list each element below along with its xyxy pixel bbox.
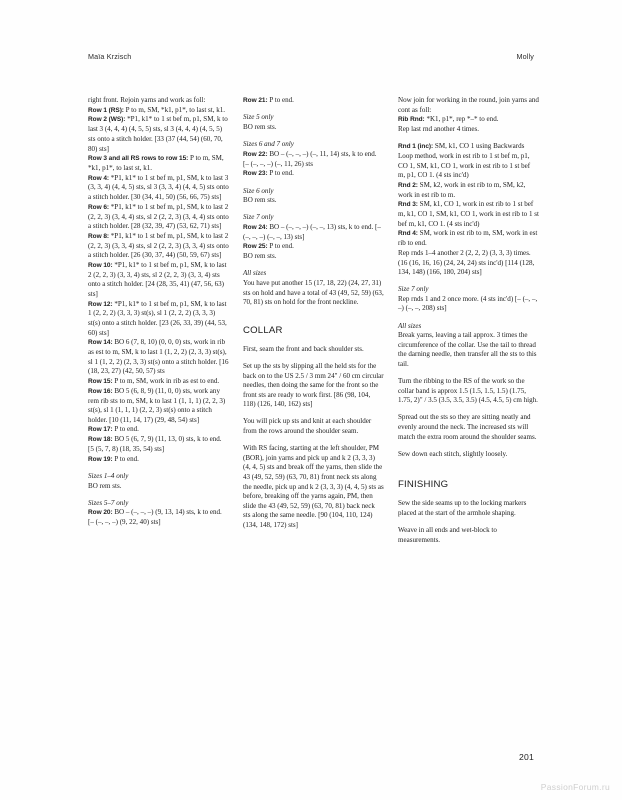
body-paragraph: Rep last rnd another 4 times.	[398, 125, 480, 134]
size-qualifier	[398, 285, 539, 295]
instruction-row	[88, 377, 229, 387]
instruction-row-label: Row 8:	[88, 232, 110, 240]
size-qualifier-text: All sizes	[243, 269, 267, 278]
instruction-row	[398, 181, 539, 200]
instruction-row	[398, 142, 539, 181]
body-paragraph: Now join for working in the round, join yarns and cont as foll:	[398, 96, 539, 114]
instruction-row-text: *P1, k1* to 1 st bef m, p1, SM, k to last 2 (2, 2, 3) (3, 3, 4) sts, sl 2 (2, 2, 3) (3, 3, 4) sts onto a stitch holder. [26 (30, 37, 44) (50, 59, 67) sts]	[88, 231, 229, 260]
instruction-row-label: Row 17:	[88, 426, 113, 434]
instruction-row-text: BO 5 (6, 7, 9) (11, 13, 0) sts, k to end. [5 (5, 7, 8) (18, 35, 54) sts]	[88, 435, 222, 454]
body-paragraph: BO rem sts.	[88, 481, 122, 490]
instruction-row-text: *P1, k1* to 1 st bef m, p1, SM, k to last 3 (4, 4, 4) (4, 5, 5) sts, sl 3 (4, 4, 4) (4, 5, 5) sts onto a stitch holder. [33 (37 (44, 54) (60, 70, 80) sts]	[88, 115, 228, 153]
instruction-row	[88, 115, 229, 154]
instruction-row	[243, 223, 384, 242]
size-qualifier-text: Size 7 only	[243, 213, 274, 222]
body-paragraph: right front. Rejoin yarns and work as foll:	[88, 96, 206, 104]
instruction-row	[88, 232, 229, 261]
instruction-row-text: BO – (–, –, –) (–, –, 13) sts, k to end. [– (–, –, –) (–, –, 13) sts]	[243, 222, 381, 241]
instruction-row-label: Row 18:	[88, 436, 113, 444]
instruction-row-text: P to end.	[267, 242, 294, 251]
instruction-row-label: Row 10:	[88, 261, 113, 269]
instruction-row	[398, 229, 539, 248]
instruction-row-label: Row 24:	[243, 223, 268, 231]
instruction-row-label: Row 6:	[88, 203, 110, 211]
instruction-row	[88, 435, 229, 454]
size-qualifier-text: Size 6 only	[243, 186, 274, 195]
instruction-row-label: Row 21:	[243, 97, 268, 104]
instruction-row-text: P to m, SM, work in rib as est to end.	[112, 376, 220, 385]
instruction-row-text: BO – (–, –, –) (–, 11, 14) sts, k to end. [– (–, –, –) (–, 11, 26) sts	[243, 149, 377, 168]
instruction-row-text: SM, k1, CO 1, work in est rib to 1 st bef m, k1, CO 1, SM, k1, CO 1, work in est rib to 1 st bef m, k1, CO 1. (4 sts inc'd)	[398, 200, 539, 228]
instruction-row-label: Row 23:	[243, 170, 268, 178]
size-qualifier-text: Sizes 6 and 7 only	[243, 140, 294, 149]
instruction-row-label: Row 22:	[243, 150, 268, 158]
instruction-row-label: Rnd 2:	[398, 181, 418, 189]
instruction-row	[88, 425, 229, 435]
body-paragraph: With RS facing, starting at the left shoulder, PM (BOR), join yarns and pick up and k 2 (3, 3, 3) (4, 4, 5) sts and break off the yarns, then slide the 43 (49, 52, 59) (63, 70, 81) front neck sts along the needle, pick up and k 2 (3, 3, 3) (4, 4, 5) sts as before, breaking off the yarns again, PM, then slide the 43 (49, 52, 59) (63, 70, 81) back neck sts along the same needle. [90 (104, 110, 124) (134, 148, 172) sts]	[243, 444, 384, 530]
body-paragraph: Sew down each stitch, slightly loosely.	[398, 449, 508, 458]
instruction-row-text: P to end.	[112, 425, 139, 434]
size-qualifier	[88, 499, 229, 509]
instruction-row-label: Row 16:	[88, 387, 113, 395]
text-column-2	[243, 96, 384, 736]
instruction-row-label: Row 19:	[88, 455, 113, 463]
instruction-row-text: SM, k1, CO 1 using Backwards Loop method, work in est rib to 1 st bef m, p1, CO 1, SM, k1, CO 1, work in est rib to 1 st bef m, p1, CO 1. (4 sts inc'd)	[398, 142, 531, 180]
running-head-designer: Maïa Krzisch	[88, 52, 132, 61]
body-paragraph: You have put another 15 (17, 18, 22) (24, 27, 31) sts on hold and have a total of 43 (49, 52, 59) (63, 70, 81) sts on hold for the front neckline.	[243, 278, 384, 307]
body-paragraph: BO rem sts.	[243, 252, 277, 261]
body-paragraph: Sew the side seams up to the locking markers placed at the start of the armhole shaping.	[398, 499, 527, 518]
instruction-row-text: BO 6 (7, 8, 10) (0, 0, 0) sts, work in rib as est to m, SM, k to last 1 (1, 2, 2) (2, 3, 3) st(s), sl 1 (1, 2, 2) (2, 3, 3) st(s) onto a stitch holder. [16 (18, 23, 27) (42, 50, 57) sts	[88, 338, 229, 376]
body-paragraph: You will pick up sts and knit at each shoulder from the rows around the shoulder seam.	[243, 417, 372, 436]
instruction-row-label: Rnd 1 (inc):	[398, 143, 434, 151]
instruction-row-text: *P1, k1* to 1 st bef m, p1, SM, k to last 1 (2, 2, 2) (3, 3, 3) st(s), sl 1 (2, 2, 2) (3, 3, 3) st(s) onto a stitch holder. [23 (26, 33, 39) (44, 53, 60) sts]	[88, 299, 227, 337]
body-paragraph: First, seam the front and back shoulder sts.	[243, 344, 364, 353]
instruction-row-label: Row 12:	[88, 300, 113, 308]
instruction-row-text: BO – (–, –, –) (9, 13, 14) sts, k to end. [– (–, –, –) (9, 22, 40) sts]	[88, 508, 222, 527]
running-head-pattern-name: Molly	[516, 52, 534, 61]
running-head	[88, 52, 534, 61]
instruction-row-label: Row 2 (WS):	[88, 116, 126, 124]
instruction-row-text: P to m, SM, *k1, p1*, to last st, k1.	[123, 105, 226, 114]
instruction-row-label: Row 1 (RS):	[88, 106, 124, 114]
instruction-row-label: Row 14:	[88, 339, 113, 347]
section-heading-wrapper	[243, 324, 384, 337]
instruction-row	[88, 261, 229, 300]
instruction-row-text: BO 5 (6, 8, 9) (11, 0, 0) sts, work any rem rib sts to m, SM, k to last 1 (1, 1, 1) (2, 2, 3) st(s), sl 1 (1, 1, 1) (2, 2, 3) st(s) onto a stitch holder. [10 (11, 14, 17) (29, 48, 54) sts]	[88, 386, 226, 424]
instruction-row	[398, 115, 539, 125]
instruction-row-text: *K1, p1*, rep *–* to end.	[424, 115, 499, 124]
section-heading: COLLAR	[243, 324, 283, 336]
instruction-row	[88, 154, 229, 173]
instruction-row-text: P to end.	[267, 169, 294, 178]
instruction-row-text: *P1, k1* to 1 st bef m, p1, SM, k to last 3 (3, 3, 4) (4, 4, 5) sts, sl 3 (3, 3, 4) (4, 4, 5) sts onto a stitch holder. [30 (34, 41, 50) (56, 66, 75) sts]	[88, 173, 229, 202]
body-paragraph: BO rem sts.	[243, 122, 277, 131]
body-paragraph: Rep rnds 1–4 another 2 (2, 2, 2) (3, 3, 3) times. (16 (16, 16, 16) (24, 24, 24) sts inc'd) [114 (128, 134, 148) (166, 180, 204) sts]	[398, 248, 535, 277]
size-qualifier	[243, 187, 384, 197]
instruction-row-text: *P1, k1* to 1 st bef m, p1, SM, k to last 2 (2, 2, 3) (3, 4, 4) sts, sl 2 (2, 2, 3) (3, 4, 4) sts onto a stitch holder. [28 (32, 39, 47) (53, 62, 71) sts]	[88, 202, 229, 231]
watermark: PassionForum.ru	[540, 782, 610, 792]
instruction-row-label: Row 20:	[88, 509, 113, 517]
instruction-row	[88, 508, 229, 527]
instruction-row	[88, 203, 229, 232]
size-qualifier	[243, 140, 384, 150]
instruction-row	[88, 106, 229, 116]
body-paragraph: Rep rnds 1 and 2 once more. (4 sts inc'd) [– (–, –, –) (–, –, 208) sts]	[398, 294, 538, 313]
body-paragraph: Break yarns, leaving a tail approx. 3 times the circumference of the collar. Use the tail to thread the darning needle, then transfer all the sts to this tail.	[398, 331, 537, 368]
instruction-row-text: P to m, SM, *k1, p1*, to last st, k1.	[88, 154, 224, 173]
text-columns	[88, 96, 540, 736]
body-paragraph: BO rem sts.	[243, 196, 277, 205]
size-qualifier	[398, 322, 539, 332]
instruction-row	[88, 455, 229, 465]
instruction-row-label: Row 4:	[88, 174, 110, 182]
body-paragraph: Spread out the sts so they are sitting neatly and evenly around the neck. The increased sts will match the extra room around the shoulder seams.	[398, 413, 537, 441]
instruction-row	[88, 174, 229, 203]
size-qualifier-text: All sizes	[398, 321, 422, 330]
body-paragraph: Turn the ribbing to the RS of the work so the collar band is approx 1.5 (1.5, 1.5, 1.5) (1.75, 1.75, 2)" / 3.5 (3.5, 3.5, 3.5) (4.5, 4.5, 5) cm high.	[398, 377, 538, 405]
instruction-row	[243, 169, 384, 179]
instruction-row-label: Row 25:	[243, 243, 268, 251]
instruction-row-text: SM, k2, work in est rib to m, SM, k2, work in est rib to m.	[398, 180, 526, 199]
size-qualifier-text: Size 7 only	[398, 285, 429, 294]
size-qualifier	[88, 472, 229, 482]
instruction-row	[88, 387, 229, 426]
instruction-row	[243, 96, 384, 106]
instruction-row-text: P to end.	[267, 96, 294, 104]
size-qualifier-text: Sizes 5–7 only	[88, 498, 129, 507]
section-heading: FINISHING	[398, 479, 449, 491]
instruction-row-label: Rnd 3:	[398, 201, 418, 209]
body-paragraph: Weave in all ends and wet-block to measurements.	[398, 526, 497, 544]
instruction-row-text: *P1, k1* to 1 st bef m, p1, SM, k to last 2 (2, 2, 3) (3, 3, 4) sts, sl 2 (2, 2, 3) (3, 3, 4) sts onto a stitch holder. [24 (28, 35, 41) (47, 56, 63) sts]	[88, 260, 227, 298]
size-qualifier	[243, 213, 384, 223]
instruction-row	[88, 300, 229, 339]
instruction-row	[398, 200, 539, 229]
instruction-row	[88, 338, 229, 377]
instruction-row-label: Rib Rnd:	[398, 116, 425, 124]
size-qualifier-text: Size 5 only	[243, 113, 274, 122]
instruction-row	[243, 150, 384, 169]
text-column-1	[88, 96, 229, 736]
text-column-3	[398, 96, 539, 736]
instruction-row-label: Row 3 and all RS rows to row 15:	[88, 155, 189, 163]
body-paragraph: Set up the sts by slipping all the held sts for the back on to the US 2.5 / 3 mm 24" / 60 cm circular needles, then doing the same for the front so the front sts are ready to work first. [86 (98, 104, 118) (126, 140, 162) sts]	[243, 361, 384, 409]
instruction-row-label: Row 15:	[88, 377, 113, 385]
instruction-row-text: P to end.	[112, 454, 139, 463]
size-qualifier-text: Sizes 1–4 only	[88, 472, 129, 481]
size-qualifier	[243, 113, 384, 123]
size-qualifier	[243, 269, 384, 279]
instruction-row	[243, 242, 384, 252]
page-number: 201	[519, 752, 534, 762]
instruction-row-text: SM, work in est rib to m, SM, work in est rib to end.	[398, 229, 538, 248]
section-heading-wrapper	[398, 478, 539, 491]
instruction-row-label: Rnd 4:	[398, 230, 418, 238]
